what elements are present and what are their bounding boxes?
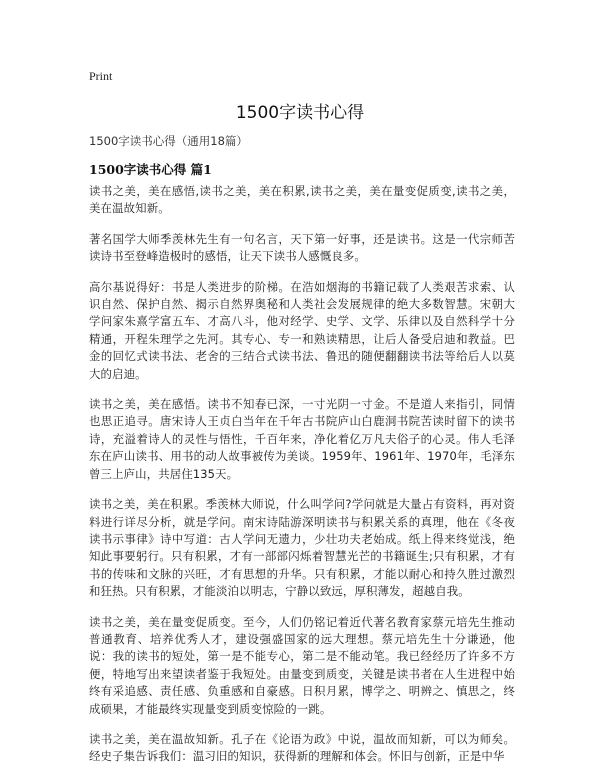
paragraph-2: 著名国学大师季羡林先生有一句名言，天下第一好事，还是读书。这是一代宗师苦读诗书至登峰造极时的感悟，让天下读书人感慨良多。 [89, 231, 515, 264]
paragraph-1: 读书之美，美在感悟,读书之美，美在积累,读书之美，美在量变促质变,读书之美，美在温故知新。 [89, 184, 515, 216]
paragraph-7: 读书之美，美在温故知新。孔子在《论语为政》中说，温故而知新，可以为师矣。经史子集告诉我们：温习旧的知识，获得新的理解和体会。怀旧与创新，正是中华 [89, 731, 515, 764]
paragraph-4: 读书之美，美在感悟。读书不知春已深，一寸光阴一寸金。不是道人来指引，同情也思正追寻。唐宋诗人王贞白当年在千年古书院庐山白鹿洞书院苦读时留下的读书诗，充溢着诗人的灵性与悟性，千百年来，净化着亿万凡夫俗子的心灵。伟人毛泽东在庐山读书、用书的动人故事被传为美谈。1959年、1961年、1970年，毛泽东曾三上庐山，共居住135天。 [89, 397, 515, 481]
paragraph-5: 读书之美，美在积累。季羡林大师说，什么叫学问?学问就是大量占有资料，再对资料进行详尽分析，就是学问。南宋诗陆游深明读书与积累关系的真理，他在《冬夜读书示事律》诗中写道：古人学问无遗力，少壮功夫老始成。纸上得来终觉浅，绝知此事要躬行。只有积累，才有一部部闪烁着智慧光芒的书籍诞生;只有积累，才有书的传味和文脉的兴旺，才有思想的升华。只有积累，才能以耐心和持久胜过激烈和狂热。只有积累，才能淡泊以明志，宁静以致远，厚积薄发，超越自我。 [89, 497, 515, 599]
paragraph-6: 读书之美，美在量变促质变。至今，人们仍铭记着近代著名教育家蔡元培先生推动普通教育、培养优秀人才，建设强盛国家的远大理想。蔡元培先生十分谦逊，他说：我的读书的短处，第一是不能专心，第二是不能动笔。我已经经历了许多不方便，特地写出来望读者鉴于我短处。由量变到质变，关键是读书者在人生进程中始终有采追感、责任感、负重感和自豪感。日积月累，博学之、明辨之、慎思之，终成硕果，才能最终实现量变到质变惊险的一跳。 [89, 614, 515, 716]
article-body [89, 183, 515, 776]
document-subtitle: 1500字读书心得（通用18篇） [89, 134, 248, 148]
paragraph-3: 高尔基说得好：书是人类进步的阶梯。在浩如烟海的书籍记载了人类艰苦求索、认识自然、保护自然、揭示自然界奥秘和人类社会发展规律的绝大多数智慧。宋朝大学问家朱熹学富五车、才高八斗，他对经学、史学、文学、乐律以及自然科学十分精通，开程朱理学之先河。其专心、专一和熟读精思，让后人备受启迪和教益。巴金的回忆式读书法、老舍的三结合式读书法、鲁迅的随便翻翻读书法等给后人以莫大的启迪。 [89, 279, 515, 381]
document-title: 1500字读书心得 [235, 103, 365, 123]
section-heading: 1500字读书心得 篇1 [89, 162, 212, 177]
print-link[interactable]: Print [89, 69, 113, 83]
